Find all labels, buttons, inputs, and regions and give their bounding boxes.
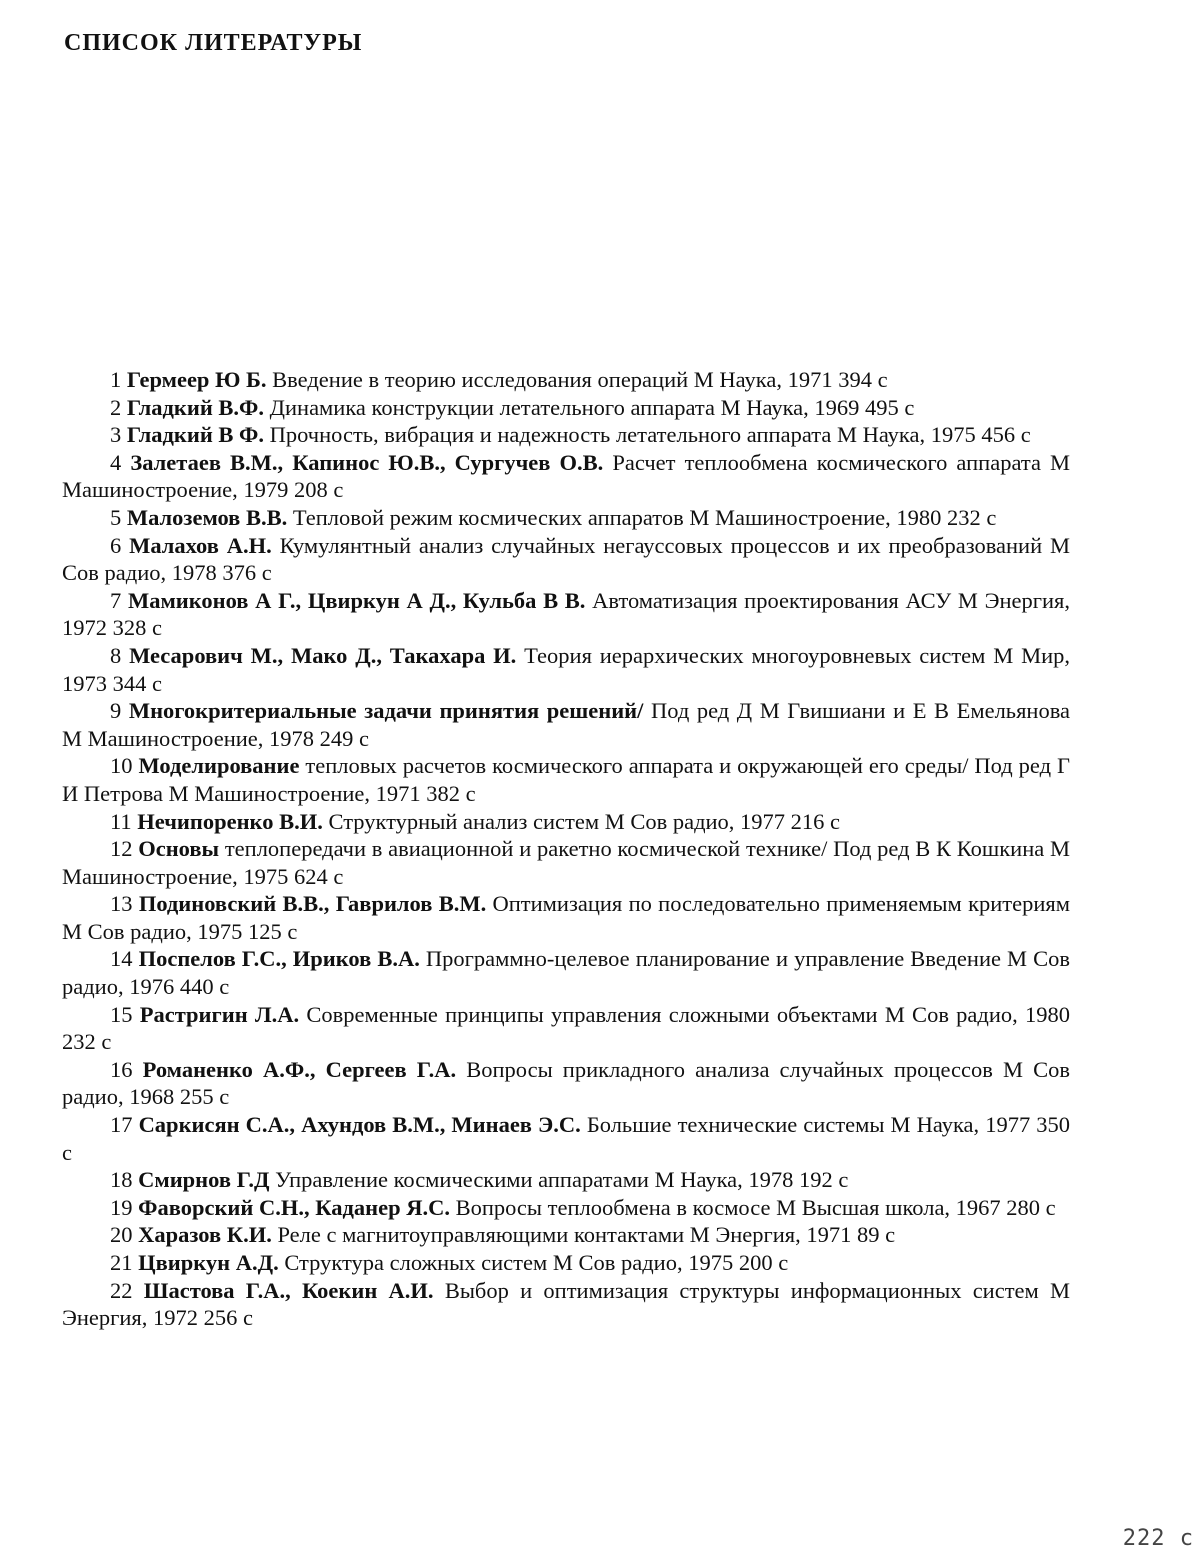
reference-authors: Основы <box>138 836 220 862</box>
reference-text: Введение в теорию исследования операций М Наука, 1971 394 с <box>272 367 888 392</box>
reference-item <box>62 808 1070 836</box>
reference-number: 14 <box>110 946 133 972</box>
reference-item <box>62 1056 1070 1111</box>
reference-text: Структура сложных систем М Сов радио, 1975 200 с <box>284 1250 789 1275</box>
reference-number: 22 <box>110 1277 133 1303</box>
reference-number: 10 <box>110 753 133 779</box>
reference-item <box>62 1194 1070 1222</box>
reference-item <box>62 752 1070 807</box>
reference-authors: Мамиконов А Г., Цвиркун А Д., Кульба В В. <box>127 587 586 613</box>
reference-item <box>62 890 1070 945</box>
reference-item <box>62 642 1070 697</box>
reference-text: Теория иерархических многоуровневых систем М Мир, 1973 344 с <box>62 642 1070 696</box>
reference-number: 16 <box>110 1056 133 1082</box>
reference-authors: Поспелов Г.С., Ириков В.А. <box>138 946 420 972</box>
reference-number: 17 <box>110 1112 133 1138</box>
reference-item <box>62 421 1070 449</box>
reference-item <box>62 1001 1070 1056</box>
reference-authors: Подиновский В.В., Гаврилов В.М. <box>138 891 487 917</box>
reference-authors: Цвиркун А.Д. <box>138 1250 279 1275</box>
reference-authors: Шастова Г.А., Коекин А.И. <box>143 1277 434 1303</box>
reference-item <box>62 1111 1070 1166</box>
reference-item <box>62 945 1070 1000</box>
reference-text: Большие технические системы М Наука, 1977 350 с <box>62 1112 1071 1165</box>
reference-text: тепловых расчетов космического аппарата и окружающей его среды/ Под ред Г И Петрова М Машиностроение, 1971 382 с <box>62 753 1071 806</box>
reference-item <box>62 449 1070 504</box>
page-heading: СПИСОК ЛИТЕРАТУРЫ <box>64 30 363 56</box>
reference-number: 13 <box>110 891 133 917</box>
reference-text: Вопросы прикладного анализа случайных процессов М Сов радио, 1968 255 с <box>62 1056 1071 1110</box>
reference-number: 8 <box>110 642 122 668</box>
reference-authors: Саркисян С.А., Ахундов В.М., Минаев Э.С. <box>138 1112 581 1138</box>
reference-text: Оптимизация по последовательно применяемым критериям М Сов радио, 1975 125 с <box>62 891 1071 944</box>
reference-text: Динамика конструкции летательного аппарата М Наука, 1969 495 с <box>269 394 915 420</box>
reference-text: Современные принципы управления сложными объектами М Сов радио, 1980 232 с <box>62 1001 1070 1055</box>
reference-list <box>62 366 1070 1332</box>
reference-authors: Малахов А.Н. <box>129 532 272 558</box>
reference-item <box>62 1221 1070 1249</box>
reference-authors: Гермеер Ю Б. <box>126 367 267 392</box>
reference-number: 7 <box>110 587 122 613</box>
reference-authors: Залетаев В.М., Капинос Ю.В., Сургучев О.В. <box>130 449 604 475</box>
reference-item <box>62 697 1070 752</box>
reference-text: Реле с магнитоуправляющими контактами М Энергия, 1971 89 с <box>277 1222 896 1248</box>
reference-text: Под ред Д М Гвишиани и Е В Емельянова М Машиностроение, 1978 249 с <box>62 698 1071 751</box>
reference-text: теплопередачи в авиационной и ракетно космической технике/ Под ред В К Кошкина М Машиностроение, 1975 624 с <box>62 836 1070 889</box>
reference-text: Программно-целевое планирование и управление Введение М Сов радио, 1976 440 с <box>62 946 1071 1000</box>
reference-authors: Смирнов Г.Д <box>138 1167 270 1193</box>
reference-item <box>62 394 1070 422</box>
reference-number: 12 <box>110 836 133 862</box>
reference-number: 6 <box>110 532 122 558</box>
reference-number: 5 <box>110 504 122 530</box>
reference-authors: Растригин Л.А. <box>139 1001 300 1027</box>
reference-item <box>62 366 1070 394</box>
reference-number: 2 <box>110 394 122 420</box>
reference-text: Выбор и оптимизация структуры информационных систем М Энергия, 1972 256 с <box>62 1277 1071 1331</box>
reference-text: Управление космическими аппаратами М Наука, 1978 192 с <box>275 1167 849 1193</box>
reference-authors: Фаворский С.Н., Каданер Я.С. <box>138 1194 450 1220</box>
reference-authors: Моделирование <box>138 753 300 779</box>
reference-number: 15 <box>110 1001 133 1027</box>
reference-item <box>62 532 1070 587</box>
reference-text: Кумулянтный анализ случайных негауссовых процессов и их преобразований М Сов радио, 1978 376 с <box>62 532 1071 586</box>
reference-text: Автоматизация проектирования АСУ М Энергия, 1972 328 с <box>62 587 1070 641</box>
reference-text: Расчет теплообмена космического аппарата М Машиностроение, 1979 208 с <box>62 449 1071 503</box>
reference-number: 20 <box>110 1222 133 1248</box>
reference-authors: Гладкий В Ф. <box>126 422 265 448</box>
reference-text: Вопросы теплообмена в космосе М Высшая школа, 1967 280 с <box>455 1194 1056 1220</box>
reference-authors: Многокритериальные задачи принятия решений/ <box>128 698 644 724</box>
reference-number: 3 <box>110 422 122 448</box>
reference-item <box>62 1249 1070 1277</box>
reference-authors: Месарович М., Мако Д., Такахара И. <box>129 642 517 668</box>
reference-item <box>62 835 1070 890</box>
reference-number: 11 <box>110 808 132 834</box>
reference-number: 9 <box>110 698 122 724</box>
page-count-footer: 222 с <box>1122 1526 1194 1551</box>
reference-number: 21 <box>110 1250 133 1275</box>
reference-number: 18 <box>110 1167 133 1193</box>
reference-number: 1 <box>110 367 122 392</box>
reference-item <box>62 587 1070 642</box>
reference-text: Прочность, вибрация и надежность летательного аппарата М Наука, 1975 456 с <box>269 422 1031 448</box>
reference-authors: Гладкий В.Ф. <box>126 394 265 420</box>
reference-text: Тепловой режим космических аппаратов М Машиностроение, 1980 232 с <box>292 504 997 530</box>
reference-number: 19 <box>110 1194 133 1220</box>
reference-authors: Харазов К.И. <box>138 1222 272 1248</box>
reference-authors: Нечипоренко В.И. <box>137 808 323 834</box>
reference-authors: Малоземов В.В. <box>126 504 288 530</box>
reference-item <box>62 1277 1070 1332</box>
reference-item <box>62 1166 1070 1194</box>
reference-number: 4 <box>110 449 122 475</box>
reference-text: Структурный анализ систем М Сов радио, 1977 216 с <box>328 808 841 834</box>
reference-authors: Романенко А.Ф., Сергеев Г.А. <box>142 1056 457 1082</box>
reference-item <box>62 504 1070 532</box>
